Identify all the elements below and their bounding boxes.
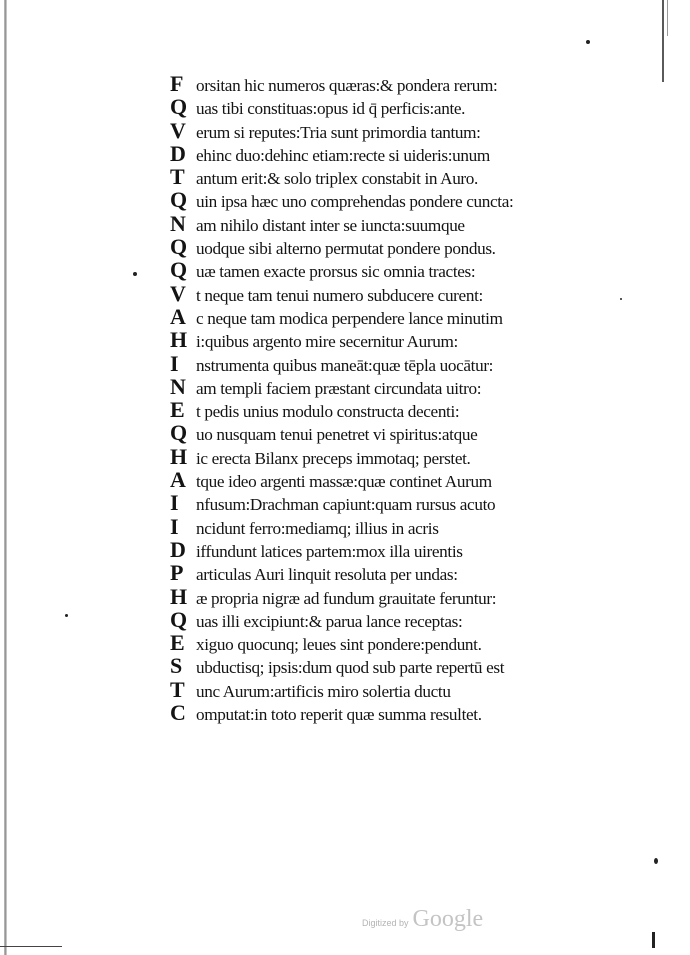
poem-line	[170, 212, 640, 235]
ink-speck	[133, 272, 137, 276]
line-initial-letter: P	[170, 560, 184, 586]
line-text: c neque tam modica perpendere lance minutim	[196, 308, 503, 328]
poem-text-block	[170, 72, 640, 724]
line-text: antum erit:& solo triplex constabit in Auro.	[196, 169, 478, 189]
poem-line	[170, 561, 640, 584]
line-initial-letter: N	[170, 210, 186, 236]
ink-speck	[65, 614, 68, 617]
line-text: ubductisq; ipsis:dum quod sub parte repertū est	[196, 658, 505, 678]
poem-line	[170, 631, 640, 654]
line-text: omputat:in toto reperit quæ summa resultet.	[196, 705, 482, 725]
line-text: æ propria nigræ ad fundum grauitate feruntur:	[196, 588, 497, 608]
line-initial-letter: D	[170, 140, 186, 166]
line-initial-letter: I	[170, 350, 179, 376]
line-initial-letter: V	[170, 117, 186, 143]
line-text: i:quibus argento mire secernitur Aurum:	[196, 332, 458, 352]
poem-line	[170, 305, 640, 328]
poem-line	[170, 468, 640, 491]
poem-line	[170, 515, 640, 538]
poem-line	[170, 72, 640, 95]
line-text: uodque sibi alterno permutat pondere pondus.	[196, 239, 496, 259]
line-text: orsitan hic numeros quæras:& pondera rerum:	[196, 76, 498, 95]
line-text: nstrumenta quibus maneāt:quæ tēpla uocātur:	[196, 355, 494, 375]
line-initial-letter: Q	[170, 257, 188, 283]
line-initial-letter: H	[170, 327, 188, 353]
line-text: uo nusquam tenui penetret vi spiritus:atque	[196, 425, 478, 445]
poem-line	[170, 352, 640, 375]
line-initial-letter: V	[170, 280, 186, 306]
ink-speck	[586, 40, 590, 44]
line-text: unc Aurum:artificis miro solertia ductu	[196, 681, 451, 701]
poem-line	[170, 585, 640, 608]
digitized-by-label: Digitized by	[362, 918, 409, 928]
line-initial-letter: Q	[170, 234, 188, 260]
line-initial-letter: Q	[170, 606, 188, 632]
poem-line	[170, 165, 640, 188]
line-initial-letter: I	[170, 513, 179, 539]
line-text: articulas Auri linquit resoluta per undas:	[196, 565, 458, 585]
google-logo: Google	[412, 906, 484, 932]
line-initial-letter: Q	[170, 187, 188, 213]
poem-line	[170, 608, 640, 631]
line-text: t neque tam tenui numero subducere curent:	[196, 285, 483, 305]
poem-line	[170, 95, 640, 118]
poem-line	[170, 188, 640, 211]
poem-line	[170, 701, 640, 724]
poem-line	[170, 282, 640, 305]
line-initial-letter: I	[170, 490, 179, 516]
digitized-by-watermark	[362, 906, 512, 938]
line-initial-letter: T	[170, 676, 185, 702]
line-initial-letter: F	[170, 71, 184, 96]
line-initial-letter: E	[170, 630, 185, 656]
line-text: iffundunt latices partem:mox illa uirentis	[196, 541, 463, 561]
line-text: xiguo quocunq; leues sint pondere:pendunt.	[196, 635, 482, 655]
poem-line	[170, 491, 640, 514]
line-text: uas illi excipiunt:& parua lance receptas:	[196, 611, 463, 631]
page-binding-edge	[4, 0, 7, 955]
poem-line	[170, 119, 640, 142]
poem-line	[170, 258, 640, 281]
line-initial-letter: S	[170, 653, 183, 679]
poem-line	[170, 328, 640, 351]
line-initial-letter: C	[170, 700, 186, 726]
line-initial-letter: E	[170, 397, 185, 423]
line-initial-letter: H	[170, 583, 188, 609]
line-text: am nihilo distant inter se iuncta:suumque	[196, 215, 465, 235]
line-text: uin ipsa hæc uno comprehendas pondere cuncta:	[196, 192, 514, 212]
poem-line	[170, 678, 640, 701]
line-text: nfusum:Drachman capiunt:quam rursus acuto	[196, 495, 496, 515]
line-initial-letter: A	[170, 303, 186, 329]
page-right-edge-mark	[662, 0, 664, 82]
line-text: t pedis unius modulo constructa decenti:	[196, 402, 460, 422]
line-text: tque ideo argenti massæ:quæ continet Aurum	[196, 472, 492, 492]
poem-line	[170, 421, 640, 444]
line-text: uæ tamen exacte prorsus sic omnia tractes:	[196, 262, 476, 282]
page-right-edge-mark-thin	[667, 0, 668, 36]
line-text: uas tibi constituas:opus id q̄ perficis:ante.	[196, 99, 466, 119]
line-text: ncidunt ferro:mediamq; illius in acris	[196, 518, 439, 538]
line-initial-letter: A	[170, 467, 186, 493]
line-text: ehinc duo:dehinc etiam:recte si uideris:unum	[196, 145, 490, 165]
poem-line	[170, 445, 640, 468]
line-text: am templi faciem præstant circundata uitro:	[196, 378, 482, 398]
poem-line	[170, 398, 640, 421]
ink-speck	[620, 298, 622, 300]
line-initial-letter: N	[170, 373, 186, 399]
line-text: erum si reputes:Tria sunt primordia tantum:	[196, 122, 481, 142]
line-text: ic erecta Bilanx preceps immotaq; perstet.	[196, 448, 471, 468]
poem-line	[170, 235, 640, 258]
line-initial-letter: T	[170, 164, 185, 190]
poem-line	[170, 538, 640, 561]
line-initial-letter: Q	[170, 420, 188, 446]
ink-speck	[654, 858, 658, 864]
poem-line	[170, 142, 640, 165]
bottom-right-mark	[652, 932, 655, 948]
poem-line	[170, 654, 640, 677]
bottom-left-rule	[0, 946, 62, 947]
line-initial-letter: H	[170, 443, 188, 469]
poem-line	[170, 375, 640, 398]
line-initial-letter: D	[170, 536, 186, 562]
line-initial-letter: Q	[170, 94, 188, 120]
